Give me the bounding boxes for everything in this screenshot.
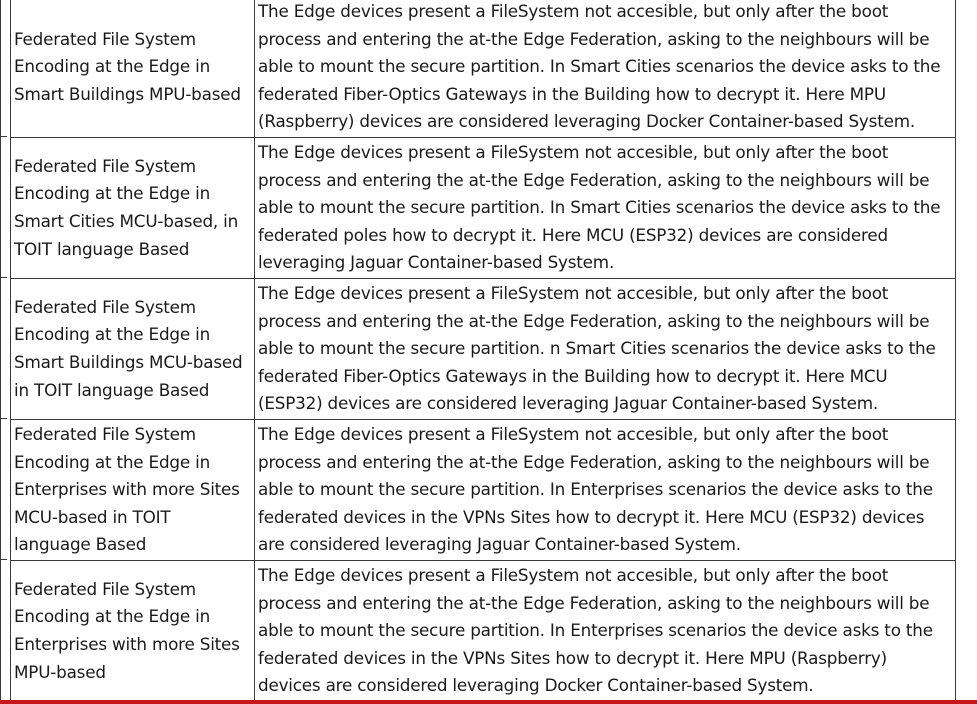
row-description-cell: The Edge devices present a FileSystem not accesible, but only after the boot process and entering the at-the Edge Federation, asking to the neighbours will be able to mount the secure partition. In Enterprises scenarios the device asks to the federated devices in the VPNs Sites how to decrypt it. Here MCU (ESP32) devices are considered leveraging Jaguar Container-based System. bbox=[255, 420, 956, 561]
row-description-cell: The Edge devices present a FileSystem not accesible, but only after the boot process and entering the at-the Edge Federation, asking to the neighbours will be able to mount the secure partition. In Smart Cities scenarios the device asks to the federated poles how to decrypt it. Here MCU (ESP32) devices are considered leveraging Jaguar Container-based System. bbox=[255, 138, 956, 279]
row-description-cell: The Edge devices present a FileSystem not accesible, but only after the boot process and entering the at-the Edge Federation, asking to the neighbours will be able to mount the secure partition. In Smart Cities scenarios the device asks to the federated Fiber-Optics Gateways in the Building how to decrypt it. Here MPU (Raspberry) devices are considered leveraging Docker Container-based System. bbox=[255, 0, 956, 138]
row-description-cell: The Edge devices present a FileSystem not accesible, but only after the boot process and entering the at-the Edge Federation, asking to the neighbours will be able to mount the secure partition. n Smart Cities scenarios the device asks to the federated Fiber-Optics Gateways in the Building how to decrypt it. Here MCU (ESP32) devices are considered leveraging Jaguar Container-based System. bbox=[255, 279, 956, 420]
row-title-cell: Federated File System Encoding at the Edge in Enterprises with more Sites MCU-based in TOIT language Based bbox=[11, 420, 255, 561]
features-table bbox=[10, 0, 956, 702]
row-divider-tick bbox=[0, 559, 7, 560]
row-title-cell: Federated File System Encoding at the Edge in Smart Cities MCU-based, in TOIT language Based bbox=[11, 138, 255, 279]
table-row bbox=[11, 138, 956, 279]
page-bottom-red-line bbox=[0, 700, 977, 704]
table-row bbox=[11, 420, 956, 561]
outer-left-border bbox=[0, 0, 1, 700]
row-title-cell: Federated File System Encoding at the Edge in Smart Buildings MCU-based in TOIT language Based bbox=[11, 279, 255, 420]
row-divider-tick bbox=[0, 136, 7, 137]
row-title-cell: Federated File System Encoding at the Edge in Enterprises with more Sites MPU-based bbox=[11, 561, 255, 702]
row-title-cell: Federated File System Encoding at the Edge in Smart Buildings MPU-based bbox=[11, 0, 255, 138]
table-row bbox=[11, 0, 956, 138]
row-divider-tick bbox=[0, 418, 7, 419]
table-row bbox=[11, 561, 956, 702]
row-divider-tick bbox=[0, 277, 7, 278]
row-description-cell: The Edge devices present a FileSystem not accesible, but only after the boot process and entering the at-the Edge Federation, asking to the neighbours will be able to mount the secure partition. In Enterprises scenarios the device asks to the federated devices in the VPNs Sites how to decrypt it. Here MPU (Raspberry) devices are considered leveraging Docker Container-based System. bbox=[255, 561, 956, 702]
table-row bbox=[11, 279, 956, 420]
